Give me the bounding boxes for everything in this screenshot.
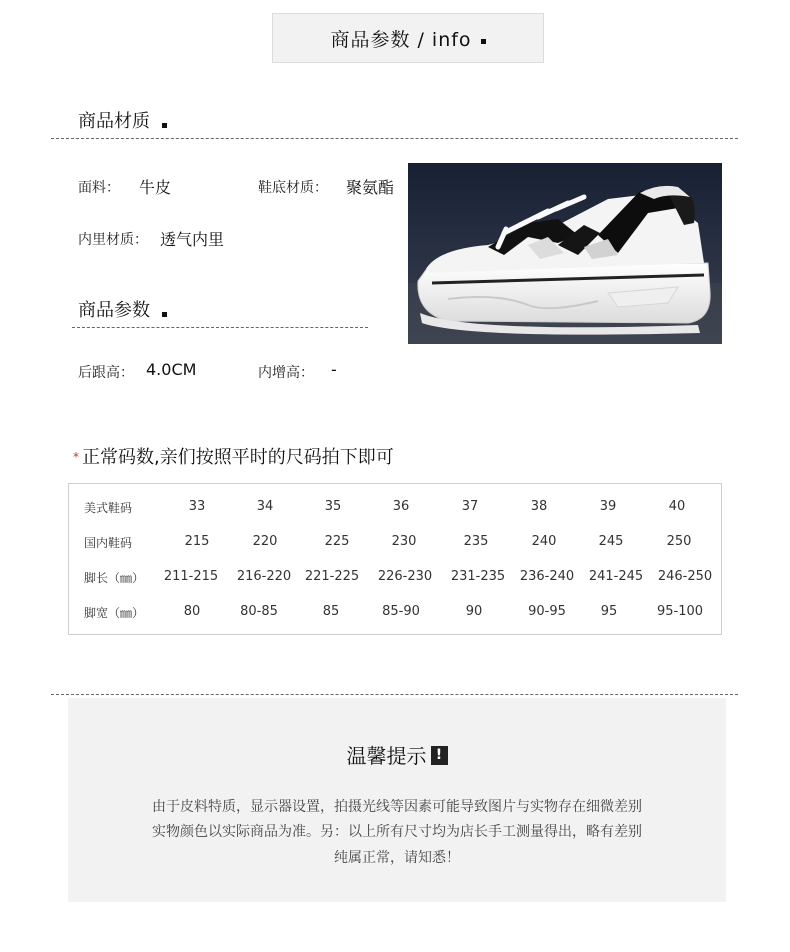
product-photo: [408, 163, 722, 344]
tips-title-text: 温馨提示: [346, 744, 427, 768]
table-cell: 33: [188, 499, 206, 514]
table-cell: 235: [463, 534, 489, 549]
table-cell: 35: [324, 499, 342, 514]
square-dot-icon: [162, 123, 167, 128]
table-cell: 245: [598, 534, 624, 549]
table-cell: 240: [531, 534, 557, 549]
params-section-title: [78, 296, 167, 322]
square-dot-icon: [481, 39, 486, 44]
table-cell: 85: [322, 604, 340, 619]
table-cell: 95-100: [656, 604, 704, 619]
table-cell: 95: [600, 604, 618, 619]
inner-height-label: 内增高：: [258, 365, 314, 381]
row-label: 脚宽（㎜）: [84, 606, 145, 620]
required-star-icon: *: [73, 450, 79, 464]
table-cell: 90: [465, 604, 483, 619]
table-cell: 90-95: [528, 604, 566, 619]
table-cell: 40: [668, 499, 686, 514]
table-row: [69, 499, 721, 519]
table-cell: 241-245: [588, 569, 644, 584]
table-cell: 37: [461, 499, 479, 514]
row-label: 脚长（㎜）: [84, 571, 145, 585]
info-header-title: 商品参数 / info: [330, 28, 472, 51]
table-cell: 230: [391, 534, 417, 549]
divider: [72, 327, 368, 328]
size-table: [68, 483, 722, 635]
table-cell: 36: [392, 499, 410, 514]
table-cell: 215: [184, 534, 210, 549]
table-cell: 80: [183, 604, 201, 619]
table-cell: 85-90: [382, 604, 420, 619]
table-cell: 226-230: [377, 569, 433, 584]
table-cell: 80-85: [240, 604, 278, 619]
divider: [51, 694, 738, 695]
table-cell: 250: [666, 534, 692, 549]
table-cell: 216-220: [236, 569, 292, 584]
table-cell: 231-235: [450, 569, 506, 584]
table-cell: 236-240: [519, 569, 575, 584]
material-section-title: [78, 107, 167, 133]
divider: [51, 138, 738, 139]
table-cell: 225: [324, 534, 350, 549]
table-cell: 220: [252, 534, 278, 549]
table-row: [69, 569, 721, 589]
exclamation-icon: !: [431, 746, 448, 765]
tips-line: 由于皮料特质，显示器设置，拍摄光线等因素可能导致图片与实物存在细微差别: [152, 799, 642, 815]
info-header: [272, 13, 544, 63]
square-dot-icon: [162, 312, 167, 317]
size-note: [73, 443, 394, 469]
tips-line: 实物颜色以实际商品为准。另：以上所有尺寸均为店长手工测量得出，略有差别: [152, 824, 642, 840]
table-cell: 38: [530, 499, 548, 514]
table-row: [69, 534, 721, 554]
fabric-value: 牛皮: [139, 178, 172, 197]
row-label: 美式鞋码: [84, 501, 133, 515]
lining-label: 内里材质：: [78, 232, 148, 248]
table-cell: 211-215: [163, 569, 219, 584]
tips-box: [68, 698, 726, 902]
sole-value: 聚氨酯: [346, 178, 395, 197]
heel-label: 后跟高：: [78, 365, 134, 381]
sneaker-image: [408, 163, 722, 344]
row-label: 国内鞋码: [84, 536, 133, 550]
fabric-label: 面料：: [78, 180, 120, 196]
tips-line: 纯属正常，请知悉！: [334, 850, 460, 866]
table-row: [69, 604, 721, 624]
table-cell: 34: [256, 499, 274, 514]
table-cell: 246-250: [657, 569, 713, 584]
heel-value: 4.0CM: [146, 360, 197, 379]
table-cell: 221-225: [304, 569, 360, 584]
sole-label: 鞋底材质：: [258, 180, 328, 196]
lining-value: 透气内里: [160, 230, 225, 249]
table-cell: 39: [599, 499, 617, 514]
params-title-text: 商品参数: [78, 300, 150, 321]
tips-title: [68, 740, 726, 769]
material-title-text: 商品材质: [78, 111, 150, 132]
size-note-text: 正常码数,亲们按照平时的尺码拍下即可: [82, 447, 394, 468]
inner-height-value: -: [331, 360, 337, 379]
